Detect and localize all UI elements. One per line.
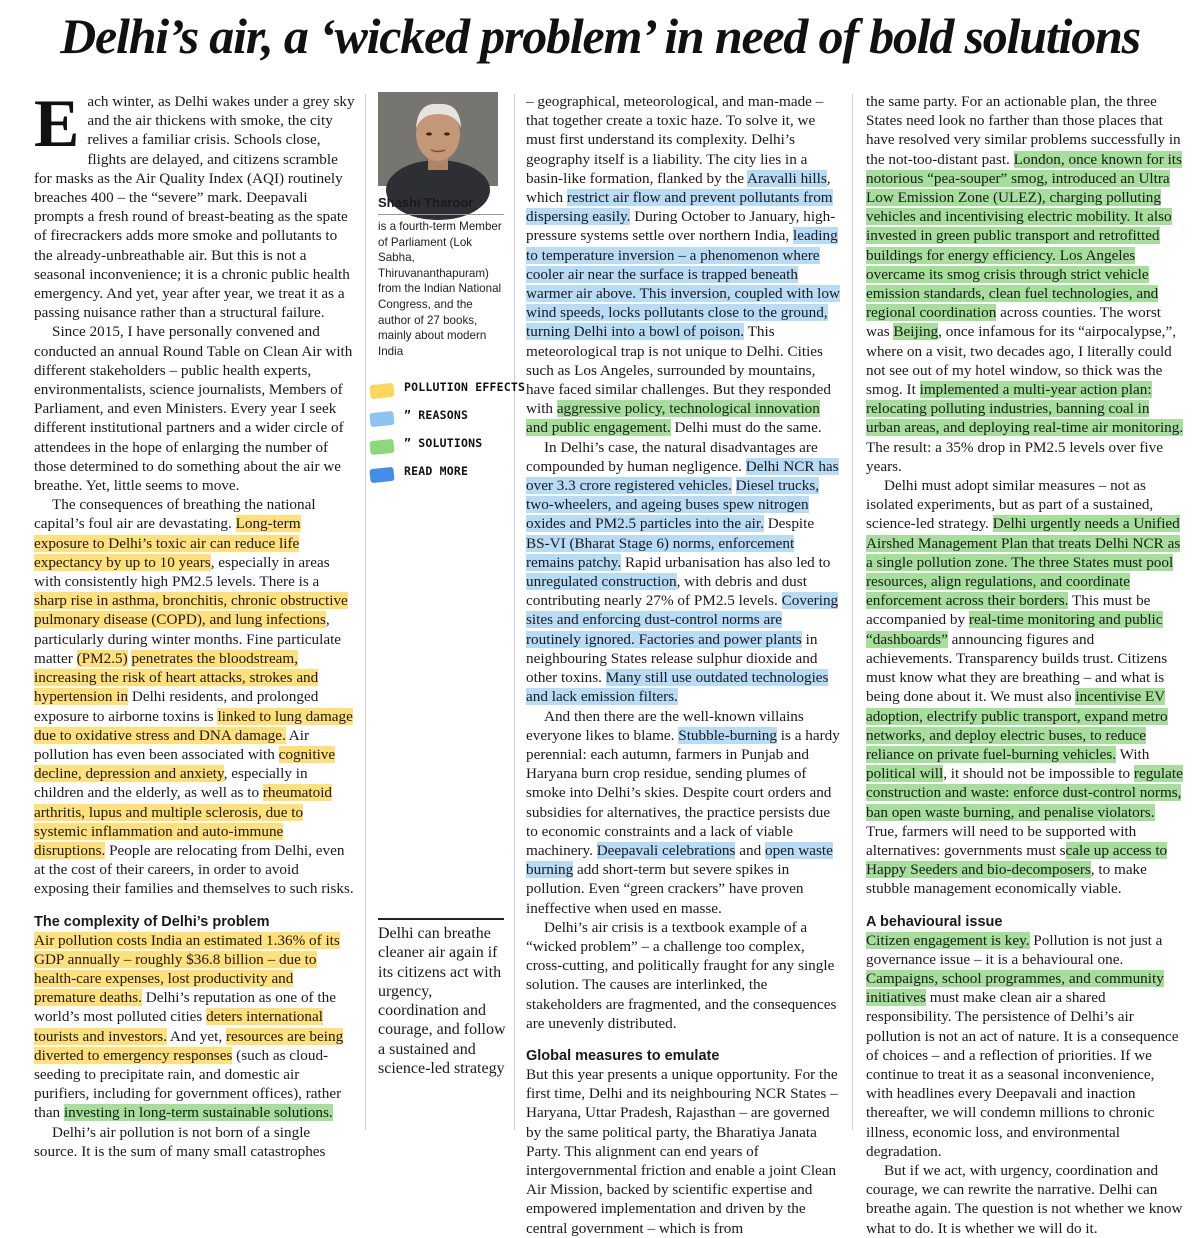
text-run: And then there are the well-known villains everyone likes to blame. — [526, 707, 804, 744]
paragraph — [526, 918, 840, 1033]
highlight-solution: incentivise EV adoption, electrify public transport, expand metro networks, and deploy electric buses, to reduce reliance on private fuel-burning vehicles. — [866, 688, 1168, 763]
highlight-reason: Delhi NCR has over 3.3 crore registered vehicles. — [526, 457, 839, 495]
legend-label: POLLUTION EFFECTS — [404, 380, 526, 394]
legend-row — [370, 380, 526, 406]
paragraph — [34, 495, 355, 898]
author-name-rule — [378, 214, 504, 215]
paragraph — [866, 1161, 1184, 1238]
text-run: announcing figures and achievements. Transparency builds trust. Citizens must know what they are breathing – and what is being done about it. We must also — [866, 630, 1168, 706]
light-blue-swatch-icon — [369, 411, 394, 427]
text-run: Delhi’s reputation as one of the world’s most polluted cities — [34, 989, 336, 1026]
highlight-effect: resources are being diverted to emergency responses — [34, 1027, 344, 1064]
text-run: add short-term but severe spikes in pollution. Even “green crackers” have proven ineffective when used en masse. — [526, 861, 804, 917]
author-portrait-icon — [378, 92, 498, 186]
highlight-reason: Stubble-burning — [678, 726, 777, 744]
text-run: Delhi residents, and prolonged exposure to airborne toxins is — [34, 688, 319, 725]
legend-label: READ MORE — [404, 464, 469, 478]
text-run: True, farmers will need to be supported with alternatives: governments must s — [866, 822, 1137, 859]
green-swatch-icon — [369, 439, 394, 455]
legend-row — [370, 408, 520, 434]
text-run: and — [735, 841, 765, 859]
text-run: – geographical, meteorological, and man-made – that together create a toxic haze. To solve it, we must first understand its complexity. Delhi’s geography itself is a liability. The city lies in a basin-like formation, flanked by the — [526, 93, 824, 187]
text-run: , with debris and dust contributing nearly 27% of PM2.5 levels. — [526, 573, 807, 610]
highlight-reason: Many still use outdated technologies and lack emission filters. — [526, 669, 829, 706]
pull-quote: Delhi can breathe cleaner air again if its citizens act with urgency, coordination and courage, and follow a sustained and science-led strategy — [378, 925, 506, 1078]
article-column-2 — [526, 92, 840, 1237]
paragraph — [34, 931, 355, 1123]
text-run: But if we act, with urgency, coordination and courage, we can rewrite the narrative. Delhi can breathe again. The question is not whether we know what to do. It is whether we will do it. — [866, 1161, 1183, 1237]
highlight-reason: BS-VI (Bharat Stage 6) norms, enforcement remains patchy. — [526, 534, 795, 571]
article-column-3 — [866, 92, 1184, 1237]
section-heading: The complexity of Delhi’s problem — [34, 913, 270, 930]
highlight-solution: London, once known for its notorious “pea-souper” smog, introduced an Ultra Low Emission Zone (ULEZ), charging polluting vehicles and incentivising electric mobility. It also invested in green public transport and retrofitted buildings for energy efficiency. Los Angeles overcame its smog crisis through strict vehicle emission standards, clean fuel technologies, and regional coordination — [866, 150, 1182, 322]
text-run: , it should not be impossible to — [943, 765, 1134, 783]
paragraph — [34, 322, 355, 495]
highlight-solution: real-time monitoring and public “dashboards” — [866, 611, 1163, 648]
author-bio: is a fourth-term Member of Parliament (Lok Sabha, Thiruvananthapuram) from the Indian National Congress, and the author of 27 books, mainly about modern India — [378, 220, 502, 358]
highlight-reason: unregulated construction — [526, 573, 677, 591]
text-run: Delhi must adopt similar measures – not as isolated experiments, but as part of a sustained, science-led strategy. — [866, 477, 1154, 533]
blue-swatch-icon — [369, 467, 394, 483]
highlight-solution: regulate construction and waste: enforce dust-control norms, ban open waste burning, and penalise violators. — [866, 765, 1183, 821]
paragraph — [526, 1065, 840, 1238]
paragraph — [866, 92, 1184, 476]
column-divider — [365, 94, 366, 1130]
highlight-solution: aggressive policy, technological innovation and public engagement. — [526, 400, 820, 437]
text-run: Since 2015, I have personally convened and conducted an annual Round Table on Clean Air with different stakeholders – public health experts, environmentalists, science journalists, Members of Parliament, and even Ministers. Every year I seek different institutional partners and a wider circle of attendees in the hope of enlarging the number of those determined to do something about the air we breathe. Yet, little seems to move. — [34, 323, 353, 495]
author-name: Shashi Tharoor — [378, 195, 474, 210]
text-run: Delhi must do the same. — [670, 419, 822, 437]
highlight-solution: Citizen engagement is key. — [866, 931, 1030, 949]
text-run: Pollution is not just a governance issue – it is a behavioural one. — [866, 931, 1163, 968]
highlight-reason: Diesel trucks, two-wheelers, and ageing buses spew nitrogen oxides and PM2.5 particles into the air. — [526, 477, 820, 533]
text-run: , especially in areas with consistently high PM2.5 levels. There is a — [34, 553, 330, 591]
text-run: Delhi’s air crisis is a textbook example of a “wicked problem” – a challenge too complex, cross-cutting, and politically fraught for any single solution. The causes are interlinked, the stakeholders are fragmented, and the consequences are unevenly distributed. — [526, 918, 837, 1032]
legend-label: ” SOLUTIONS — [404, 436, 483, 450]
highlight-solution: political will — [866, 765, 944, 783]
text-run: , which — [526, 169, 831, 207]
highlight-effect: penetrates the bloodstream, increasing the risk of heart attacks, strokes and hypertension in — [34, 649, 319, 706]
highlight-effect: Long-term exposure to Delhi’s toxic air can reduce life expectancy by up to 10 years — [34, 515, 301, 571]
text-run: , to make stubble management economically viable. — [866, 861, 1147, 898]
highlight-reason: Aravalli hills — [747, 169, 827, 187]
text-run: This meteorological trap is not unique to Delhi. Cities such as Los Angeles, surrounded by mountains, have faced similar challenges. But they responded with — [526, 323, 831, 418]
text-run: But this year presents a unique opportunity. For the first time, Delhi and its neighbouring NCR States – Haryana, Uttar Pradesh, Rajasthan – are governed by the same political party, the Bharatiya Janata Party. This alignment can end years of intergovernmental friction and enable a joint Clean Air Mission, backed by scientific expertise and empowered implementation and driven by the central government – which is from — [526, 1065, 838, 1237]
column-divider — [514, 94, 515, 1130]
paragraph — [34, 1123, 355, 1161]
highlight-reason: Covering sites and enforcing dust-control norms are routinely ignored. Factories and power plants — [526, 592, 839, 648]
paragraph — [526, 438, 840, 707]
highlight-effect: cognitive decline, depression and anxiety — [34, 745, 336, 783]
paragraph — [866, 476, 1184, 898]
highlight-effect: deters international tourists and investors. — [34, 1008, 323, 1045]
paragraph — [526, 92, 840, 438]
highlight-effect: (PM2.5) — [76, 649, 128, 667]
text-run: The result: a 35% drop in PM2.5 levels over five years. — [866, 438, 1163, 475]
text-run: The consequences of breathing the national capital’s foul air are devastating. — [34, 496, 316, 533]
text-run: across counties. The worst was — [866, 304, 1161, 341]
text-run: Rapid urbanisation has also led to — [621, 553, 831, 571]
text-run: ach winter, as Delhi wakes under a grey sky and the air thickens with smoke, the city relives a familiar crisis. Schools close, flights are delayed, and citizens scramble for masks as the Air Quality Index (AQI) routinely breaches 400 – the “severe” mark. Deepavali prompts a fresh round of breast-beating as the spate of firecrackers adds more smoke and pollutants to the already-unbreathable air. But this is not a seasonal inconvenience; it is a chronic public health emergency. And yet, year after year, we treat it as a passing nuisance rather than a structural failure. — [34, 93, 355, 322]
highlight-reason: restrict air flow and prevent pollutants from dispersing easily. — [526, 189, 833, 226]
yellow-swatch-icon — [369, 383, 394, 399]
text-run: Despite — [763, 515, 815, 533]
text-run: (such as cloud-seeding to precipitate rain, and domestic air purifiers, including for government offices), rather than — [34, 1046, 342, 1122]
text-run: , once infamous for its “airpocalypse,”, where on a visit, two decades ago, I literally could not see out of my hotel window, so thick was the smog. It — [866, 323, 1176, 399]
text-run: , particularly during winter months. Fine particulate matter — [34, 611, 342, 667]
highlight-legend — [370, 380, 526, 492]
headline: Delhi’s air, a ‘wicked problem’ in need of bold solutions — [60, 8, 1140, 64]
paragraph — [34, 85, 355, 322]
text-run — [732, 477, 736, 494]
text-run: During October to January, high-pressure systems settle over northern India, — [526, 208, 836, 245]
text-run: And yet, — [166, 1027, 226, 1045]
highlight-solution: Delhi urgently needs a Unified Airshed Management Plan that treats Delhi NCR as a single pollution zone. The three States must pool resources, align regulations, and coordinate enforcement across their borders. — [866, 515, 1181, 610]
highlight-reason: Deepavali celebrations — [596, 841, 736, 859]
highlight-solution: investing in long-term sustainable solutions. — [63, 1104, 333, 1122]
legend-row — [370, 464, 520, 490]
highlight-solution: Campaigns, school programmes, and community initiatives — [866, 969, 1164, 1007]
highlight-solution: Beijing — [893, 323, 939, 341]
text-run: the same party. For an actionable plan, the three States need look no farther than those places that have resolved very similar problems successfully in the not-too-distant past. — [866, 93, 1181, 168]
pull-quote-rule — [378, 918, 504, 920]
highlight-solution: implemented a multi-year action plan: relocating polluting industries, banning coal in urban areas, and deploying real-time air monitoring. — [866, 381, 1184, 437]
author-photo — [378, 92, 498, 186]
paragraph — [526, 707, 840, 918]
section-heading: A behavioural issue — [866, 913, 1003, 930]
text-run: People are relocating from Delhi, even at the cost of their careers, in order to avoid exposing their families and themselves to such risks. — [34, 841, 354, 898]
highlight-effect: sharp rise in asthma, bronchitis, chronic obstructive pulmonary disease (COPD), and lung infections — [34, 592, 348, 629]
paragraph — [866, 931, 1184, 1161]
highlight-solution: cale up access to Happy Seeders and bio-decomposers — [866, 841, 1168, 879]
drop-cap: E — [34, 85, 80, 161]
text-run: In Delhi’s case, the natural disadvantages are compounded by human negligence. — [526, 438, 818, 475]
legend-label: ” REASONS — [404, 408, 469, 422]
text-run: , especially in children and the elderly, as well as to — [34, 765, 308, 802]
highlight-reason: open waste burning — [526, 841, 833, 879]
article-column-1 — [34, 85, 355, 1160]
text-run: must make clean air a shared responsibility. The persistence of Delhi’s air pollution is not an act of nature. It is a consequence of choices – and a reflection of priorities. If we continue to treat it as a seasonal inconvenience, with headlines every Deepavali and inaction thereafter, we will condemn millions to chronic illness, economic loss, and environmental degradation. — [866, 989, 1179, 1160]
text-run: This must be accompanied by — [866, 592, 1151, 629]
text-run: in neighbouring States release sulphur dioxide and other toxins. — [526, 630, 818, 687]
text-run: With — [1116, 745, 1150, 763]
legend-row — [370, 436, 520, 462]
highlight-effect: Air pollution costs India an estimated 1.36% of its GDP annually – roughly $36.8 billion – due to health-care expenses, lost productivity and premature deaths. — [34, 931, 340, 1007]
text-run: Delhi’s air pollution is not born of a single source. It is the sum of many small catastrophes — [34, 1123, 326, 1160]
highlight-effect: rheumatoid arthritis, lupus and multiple sclerosis, due to systemic inflammation and auto-immune disruptions. — [34, 784, 333, 859]
column-divider — [852, 94, 853, 1130]
text-run: Air pollution has even been associated with — [34, 726, 310, 763]
section-heading: Global measures to emulate — [526, 1047, 720, 1064]
highlight-effect: linked to lung damage due to oxidative stress and DNA damage. — [34, 707, 353, 744]
highlight-reason: leading to temperature inversion – a phenomenon where cooler air near the surface is trapped beneath warmer air above. This inversion, coupled with low wind speeds, locks pollutants close to the ground, turning Delhi into a bowl of poison. — [526, 227, 840, 341]
text-run: is a hardy perennial: each autumn, farmers in Punjab and Haryana burn crop residue, sending plumes of smoke into Delhi’s skies. Despite court orders and subsidies for alternatives, the practice persists due to economic constraints and a lack of viable machinery. — [526, 726, 840, 859]
